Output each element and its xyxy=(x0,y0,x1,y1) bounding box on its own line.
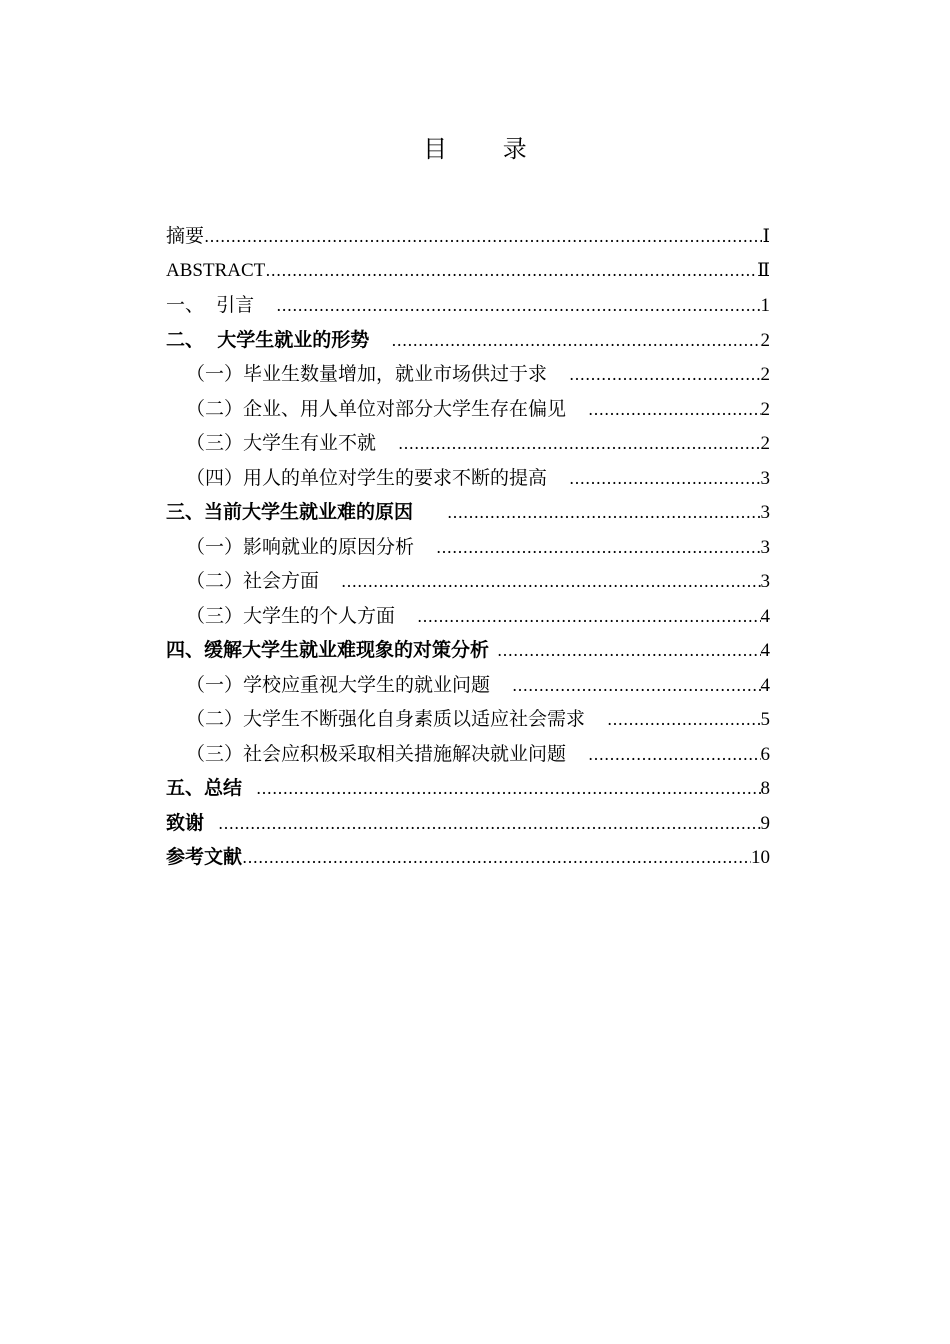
toc-entry[interactable] xyxy=(166,530,770,565)
toc-entry-label: 三、当前大学生就业难的原因 xyxy=(166,501,414,523)
toc-page-number: 10 xyxy=(751,847,770,868)
toc-entry[interactable] xyxy=(166,599,770,634)
toc-entry-label: 二、 大学生就业的形势 xyxy=(166,328,370,351)
toc-page-number: 3 xyxy=(760,571,770,592)
toc-entry[interactable] xyxy=(166,702,770,737)
toc-leader-dots xyxy=(398,427,760,461)
toc-page-number: 4 xyxy=(760,605,770,627)
toc-entry[interactable] xyxy=(166,840,770,875)
toc-leader-dots xyxy=(391,324,760,358)
toc-entry-label: （三）大学生的个人方面 xyxy=(186,604,396,627)
toc-leader-dots xyxy=(204,220,762,254)
toc-entry[interactable] xyxy=(166,461,770,496)
toc-leader-dots xyxy=(341,565,760,599)
toc-page-number: 2 xyxy=(760,329,770,351)
toc-entry-label: （一）影响就业的原因分析 xyxy=(186,535,415,558)
toc-page-number: 2 xyxy=(760,364,770,385)
toc-entry[interactable] xyxy=(166,806,770,841)
toc-leader-dots xyxy=(588,738,760,772)
toc-entry-label: （二）社会方面 xyxy=(186,570,320,592)
toc-entry-label: ABSTRACT xyxy=(166,259,266,281)
toc-page-number: 3 xyxy=(760,536,770,558)
toc-entry-label: 五、总结 xyxy=(166,777,243,799)
toc-leader-dots xyxy=(512,669,760,703)
toc-entry[interactable] xyxy=(166,633,770,668)
toc-leader-dots xyxy=(569,462,760,496)
toc-entry-label: （二）大学生不断强化自身素质以适应社会需求 xyxy=(186,708,586,730)
toc-leader-dots xyxy=(447,496,760,530)
toc-page-number: Ⅰ xyxy=(762,226,770,247)
toc-page-number: 4 xyxy=(760,640,770,661)
toc-page-number: 4 xyxy=(760,674,770,696)
toc-entry-label: 参考文献 xyxy=(166,846,243,868)
toc-leader-dots xyxy=(265,254,757,289)
toc-leader-dots xyxy=(569,358,760,392)
page-title: 目 录 xyxy=(423,135,551,163)
toc-entry-label: （四）用人的单位对学生的要求不断的提高 xyxy=(186,466,548,489)
toc-entry-label: （二）企业、用人单位对部分大学生存在偏见 xyxy=(186,397,567,420)
toc-entry[interactable] xyxy=(166,357,770,392)
toc-page-number: 9 xyxy=(760,812,770,834)
toc-leader-dots xyxy=(218,807,760,841)
toc-entry[interactable] xyxy=(166,771,770,806)
toc-leader-dots xyxy=(242,841,751,875)
table-of-contents xyxy=(166,219,770,875)
toc-page-number: Ⅱ xyxy=(757,259,770,281)
toc-entry[interactable] xyxy=(166,737,770,772)
toc-entry-label: （三）社会应积极采取相关措施解决就业问题 xyxy=(186,742,567,765)
toc-entry[interactable] xyxy=(166,323,770,358)
toc-page-number: 3 xyxy=(760,502,770,523)
toc-page-number: 8 xyxy=(760,778,770,799)
toc-page-number: 6 xyxy=(760,743,770,765)
toc-leader-dots xyxy=(436,531,760,565)
toc-leader-dots xyxy=(256,772,760,806)
toc-entry[interactable] xyxy=(166,668,770,703)
toc-entry-label: 摘要 xyxy=(166,225,205,247)
toc-leader-dots xyxy=(607,703,760,737)
toc-entry[interactable] xyxy=(166,564,770,599)
toc-entry[interactable] xyxy=(166,426,770,461)
toc-entry[interactable] xyxy=(166,288,770,323)
toc-entry-label: （一）学校应重视大学生的就业问题 xyxy=(186,673,491,696)
toc-entry[interactable] xyxy=(166,392,770,427)
toc-page-number: 3 xyxy=(760,467,770,489)
toc-leader-dots xyxy=(276,289,760,323)
toc-page-number: 1 xyxy=(760,295,770,316)
toc-page-number: 2 xyxy=(760,433,770,454)
toc-leader-dots xyxy=(417,600,760,634)
toc-entry-label: 一、 引言 xyxy=(166,294,255,316)
toc-entry[interactable] xyxy=(166,254,770,289)
toc-entry[interactable] xyxy=(166,219,770,254)
toc-entry[interactable] xyxy=(166,495,770,530)
toc-leader-dots xyxy=(497,634,760,668)
toc-page-number: 5 xyxy=(760,709,770,730)
toc-entry-label: 四、缓解大学生就业难现象的对策分析 xyxy=(166,639,490,661)
toc-page-number: 2 xyxy=(760,398,770,420)
toc-entry-label: （三）大学生有业不就 xyxy=(186,432,377,454)
toc-entry-label: （一）毕业生数量增加，就业市场供过于求 xyxy=(186,363,548,385)
toc-leader-dots xyxy=(588,393,760,427)
toc-entry-label: 致谢 xyxy=(166,811,205,834)
